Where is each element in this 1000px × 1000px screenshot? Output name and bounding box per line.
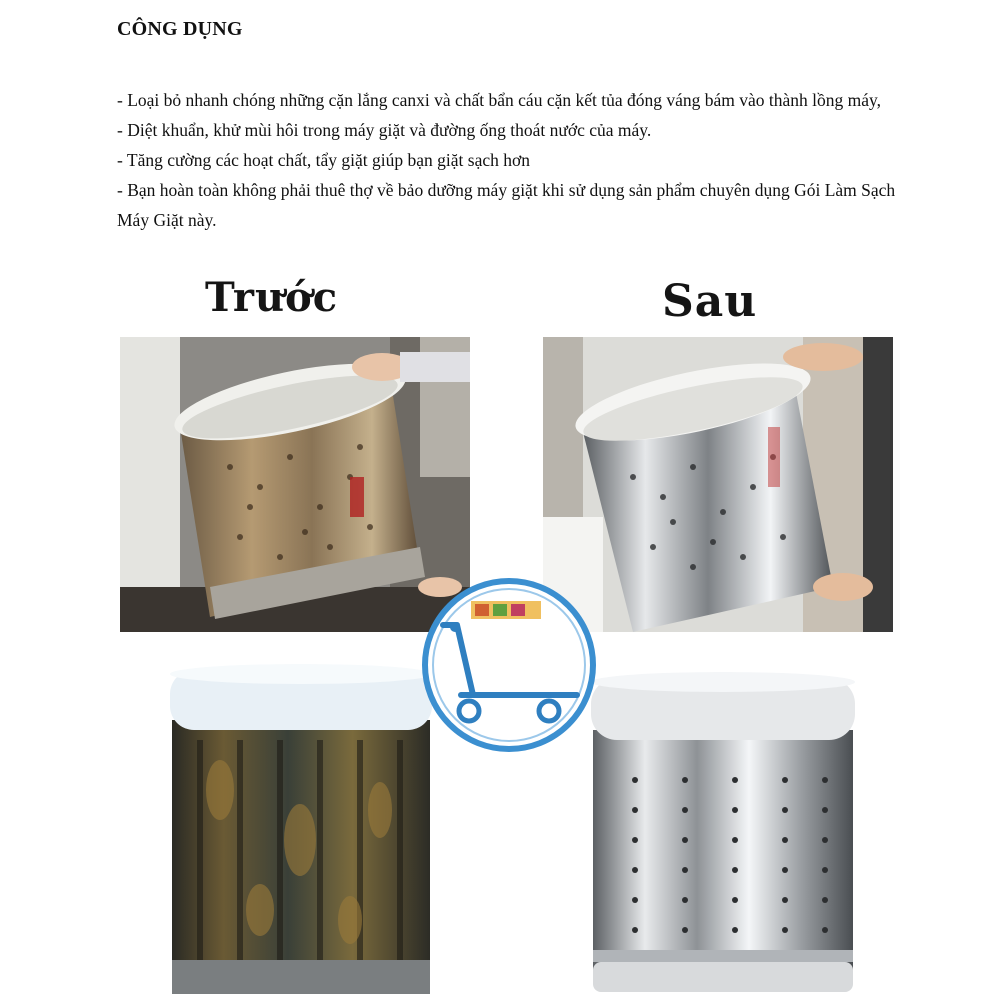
benefit-item-1: - Loại bỏ nhanh chóng những cặn lắng canxi và chất bẩn cáu cặn kết tủa đóng váng bám vào thành lồng máy,: [117, 90, 882, 110]
benefit-item-2: - Diệt khuẩn, khử mùi hôi trong máy giặt và đường ống thoát nước của máy.: [117, 120, 652, 140]
before-drum-photo-bottom: [150, 660, 450, 1000]
after-drum-photo-bottom: [575, 670, 875, 1000]
after-label: Sau: [662, 276, 758, 327]
benefits-list: [117, 85, 927, 235]
cart-logo-icon: [421, 577, 597, 753]
benefit-item-3: - Tăng cường các hoạt chất, tẩy giặt giúp bạn giặt sạch hơn: [117, 150, 531, 170]
before-drum-photo-top: [120, 337, 470, 632]
benefit-item-4: - Bạn hoàn toàn không phải thuê thợ về bảo dưỡng máy giặt khi sử dụng sản phẩm chuyên dụng Gói Làm Sạch Máy Giặt này.: [117, 180, 896, 230]
section-heading: CÔNG DỤNG: [117, 18, 243, 40]
before-label: Trước: [205, 274, 339, 321]
